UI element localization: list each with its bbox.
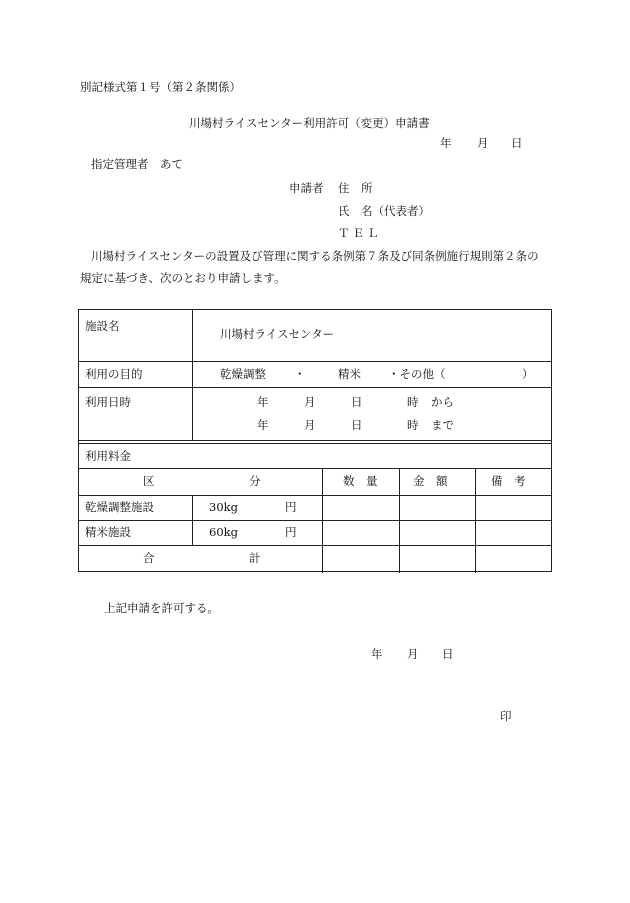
approval-year: 年 [371,647,383,661]
form-number: 別記様式第１号（第２条関係） [80,80,241,94]
row-divider [79,520,551,521]
row-divider [79,545,551,546]
facility-value: 川場村ライスセンター [220,327,335,341]
dt-from-month: 月 [304,395,316,409]
document-title: 川場村ライスセンター利用許可（変更）申請書 [189,116,430,130]
col-divider [192,310,193,440]
row-polishing-unit: 60kg [209,525,238,539]
address-label: 住 所 [338,181,373,195]
header-remarks: 備 考 [491,474,526,488]
datetime-label: 利用日時 [85,395,131,409]
row-drying-unit: 30kg [209,500,238,514]
approval-text: 上記申請を許可する。 [104,601,219,615]
dt-to-day: 日 [351,418,363,432]
col-divider [475,468,476,573]
row-divider [79,468,551,469]
tel-label: ＴＥＬ [338,226,382,240]
approval-day: 日 [442,647,454,661]
purpose-option-other: ・その他（ [388,367,446,381]
row-divider [79,495,551,496]
row-divider [79,443,551,444]
application-table [78,309,552,572]
col-divider [399,468,400,573]
dt-to-month: 月 [304,418,316,432]
dt-to-year: 年 [257,418,269,432]
fee-label: 利用料金 [85,449,131,463]
date-month: 月 [477,136,489,150]
facility-label: 施設名 [85,319,120,333]
seal-mark: 印 [500,709,512,723]
date-day: 日 [511,136,523,150]
dt-from-hour: 時 [407,395,419,409]
body-text-line2: 規定に基づき、次のとおり申請します。 [80,271,286,285]
total-label-right: 計 [249,551,261,565]
dt-to-suffix: まで [431,418,454,432]
row-drying-yen: 円 [285,500,297,514]
col-divider [192,495,193,545]
addressee: 指定管理者 あて [91,157,183,171]
col-divider [322,468,323,573]
header-bun: 分 [249,474,261,488]
approval-month: 月 [407,647,419,661]
row-polishing-name: 精米施設 [85,525,131,539]
dt-from-day: 日 [351,395,363,409]
purpose-option-polishing: 精米 [338,367,361,381]
purpose-label: 利用の目的 [85,367,143,381]
date-year: 年 [440,136,452,150]
total-label-left: 合 [143,551,155,565]
applicant-label: 申請者 [289,181,324,195]
row-polishing-yen: 円 [285,525,297,539]
row-divider [79,440,551,441]
dt-from-year: 年 [257,395,269,409]
body-text-line1: 川場村ライスセンターの設置及び管理に関する条例第７条及び同条例施行規則第２条の [91,249,539,263]
header-amount: 金 額 [413,474,448,488]
purpose-separator: ・ [294,367,306,381]
name-label: 氏 名（代表者） [338,204,430,218]
header-ku: 区 [143,474,155,488]
dt-to-hour: 時 [407,418,419,432]
row-divider [79,361,551,362]
row-drying-name: 乾燥調整施設 [85,500,154,514]
row-divider [79,387,551,388]
purpose-option-drying: 乾燥調整 [220,367,266,381]
header-quantity: 数 量 [343,474,378,488]
purpose-close-paren: ） [522,367,534,381]
dt-from-suffix: から [431,395,454,409]
